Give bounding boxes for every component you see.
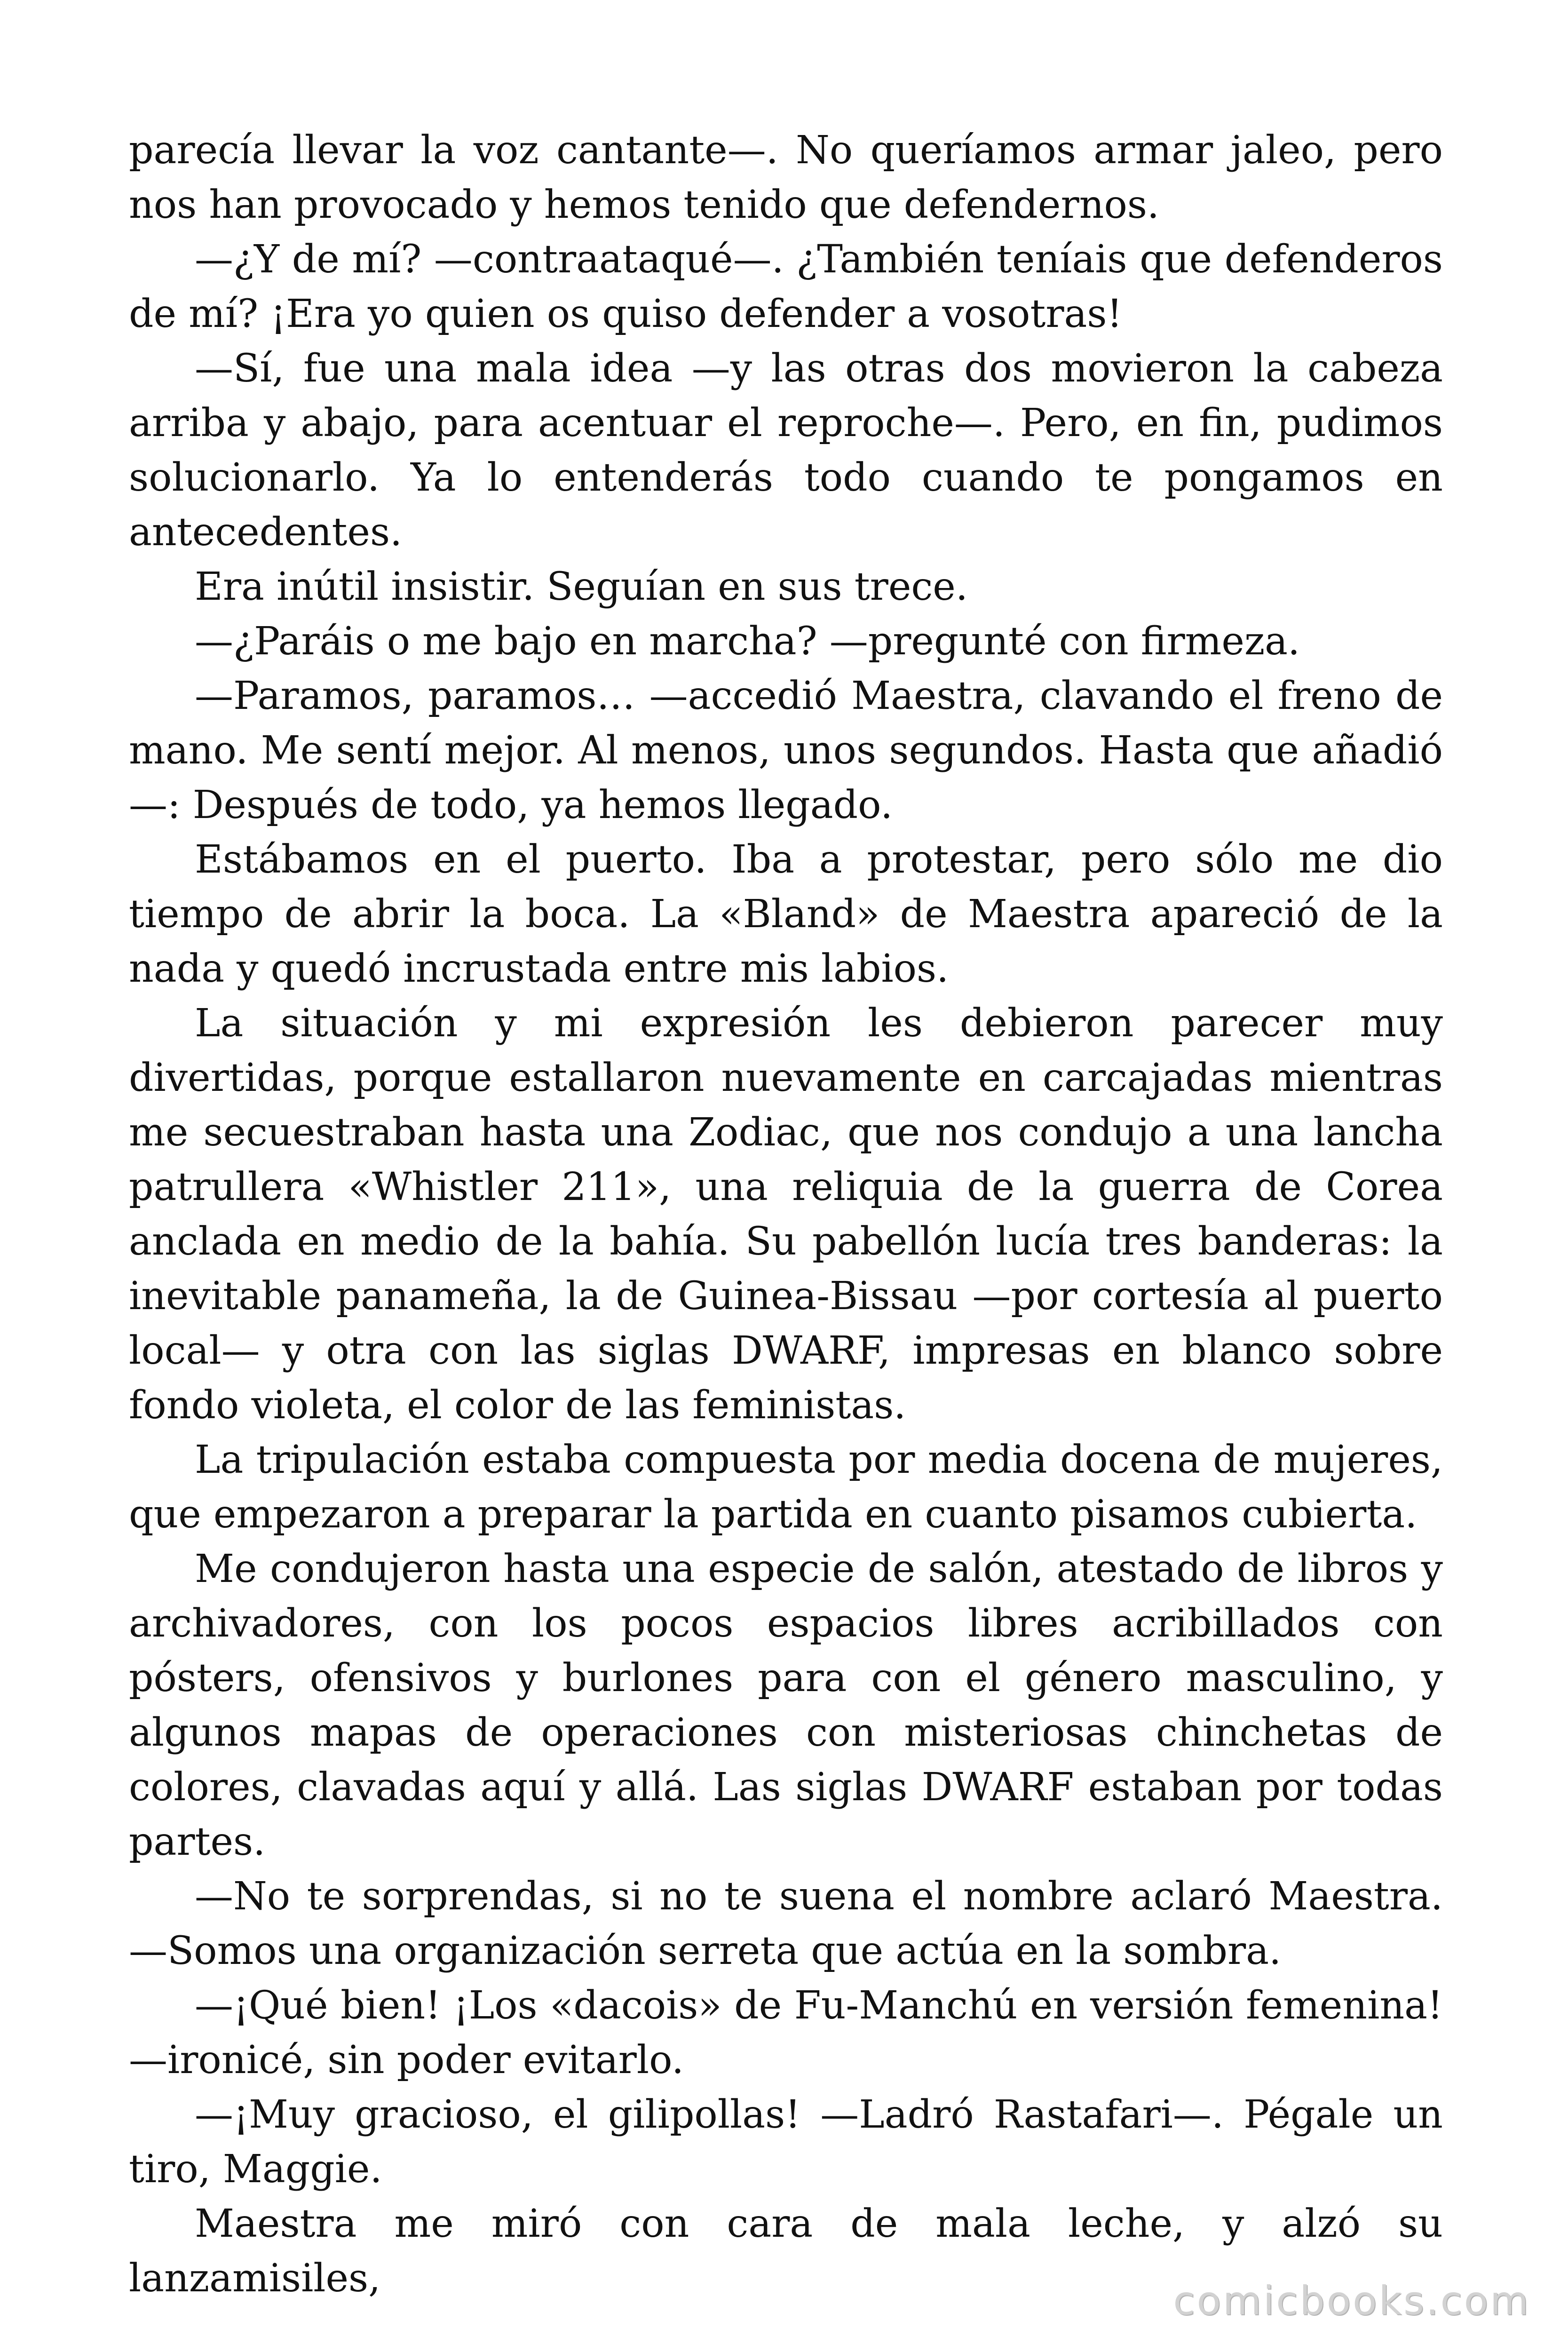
paragraph: La situación y mi expresión les debieron parecer muy divertidas, porque estallaron nuevamente en carcajadas mientras me secuestraban hasta una Zodiac, que nos condujo a una lancha patrullera «Whistler 211», una reliquia de la guerra de Corea anclada en medio de la bahía. Su pabellón lucía tres banderas: la inevitable panameña, la de Guinea-Bissau —por cortesía al puerto local— y otra con las siglas DWARF, impresas en blanco sobre fondo violeta, el color de las feministas.: [129, 1001, 1443, 1428]
paragraph: —¿Y de mí? —contraataqué—. ¿También teníais que defenderos de mí? ¡Era yo quien os quiso defender a vosotras!: [129, 237, 1443, 336]
paragraph: La tripulación estaba compuesta por media docena de mujeres, que empezaron a preparar la partida en cuanto pisamos cubierta.: [129, 1438, 1443, 1537]
page-body: [129, 123, 1443, 2306]
watermark: comicbooks.com: [1173, 2278, 1530, 2324]
paragraph: Estábamos en el puerto. Iba a protestar, pero sólo me dio tiempo de abrir la boca. La «Bland» de Maestra apareció de la nada y quedó incrustada entre mis labios.: [129, 837, 1443, 991]
paragraph: —¡Qué bien! ¡Los «dacois» de Fu-Manchú en versión femenina! —ironicé, sin poder evitarlo.: [129, 1983, 1443, 2082]
paragraph: Maestra me miró con cara de mala leche, y alzó su lanzamisiles,: [129, 2201, 1443, 2301]
paragraph: —Paramos, paramos… —accedió Maestra, clavando el freno de mano. Me sentí mejor. Al menos, unos segundos. Hasta que añadió —: Después de todo, ya hemos llegado.: [129, 674, 1443, 827]
paragraph: —Sí, fue una mala idea —y las otras dos movieron la cabeza arriba y abajo, para acentuar el reproche—. Pero, en fin, pudimos solucionarlo. Ya lo entenderás todo cuando te pongamos en antecedentes.: [129, 346, 1443, 555]
paragraph: —¿Paráis o me bajo en marcha? —pregunté con firmeza.: [195, 619, 1300, 664]
paragraph: Me condujeron hasta una especie de salón, atestado de libros y archivadores, con los pocos espacios libres acribillados con pósters, ofensivos y burlones para con el género masculino, y algunos mapas de operaciones con misteriosas chinchetas de colores, clavadas aquí y allá. Las siglas DWARF estaban por todas partes.: [129, 1547, 1443, 1864]
paragraph: Era inútil insistir. Seguían en sus trece.: [195, 564, 968, 609]
paragraph: —No te sorprendas, si no te suena el nombre aclaró Maestra. —Somos una organización serreta que actúa en la sombra.: [129, 1874, 1443, 1973]
paragraph: parecía llevar la voz cantante—. No queríamos armar jaleo, pero nos han provocado y hemos tenido que defendernos.: [129, 128, 1443, 227]
paragraph: —¡Muy gracioso, el gilipollas! —Ladró Rastafari—. Pégale un tiro, Maggie.: [129, 2092, 1443, 2192]
